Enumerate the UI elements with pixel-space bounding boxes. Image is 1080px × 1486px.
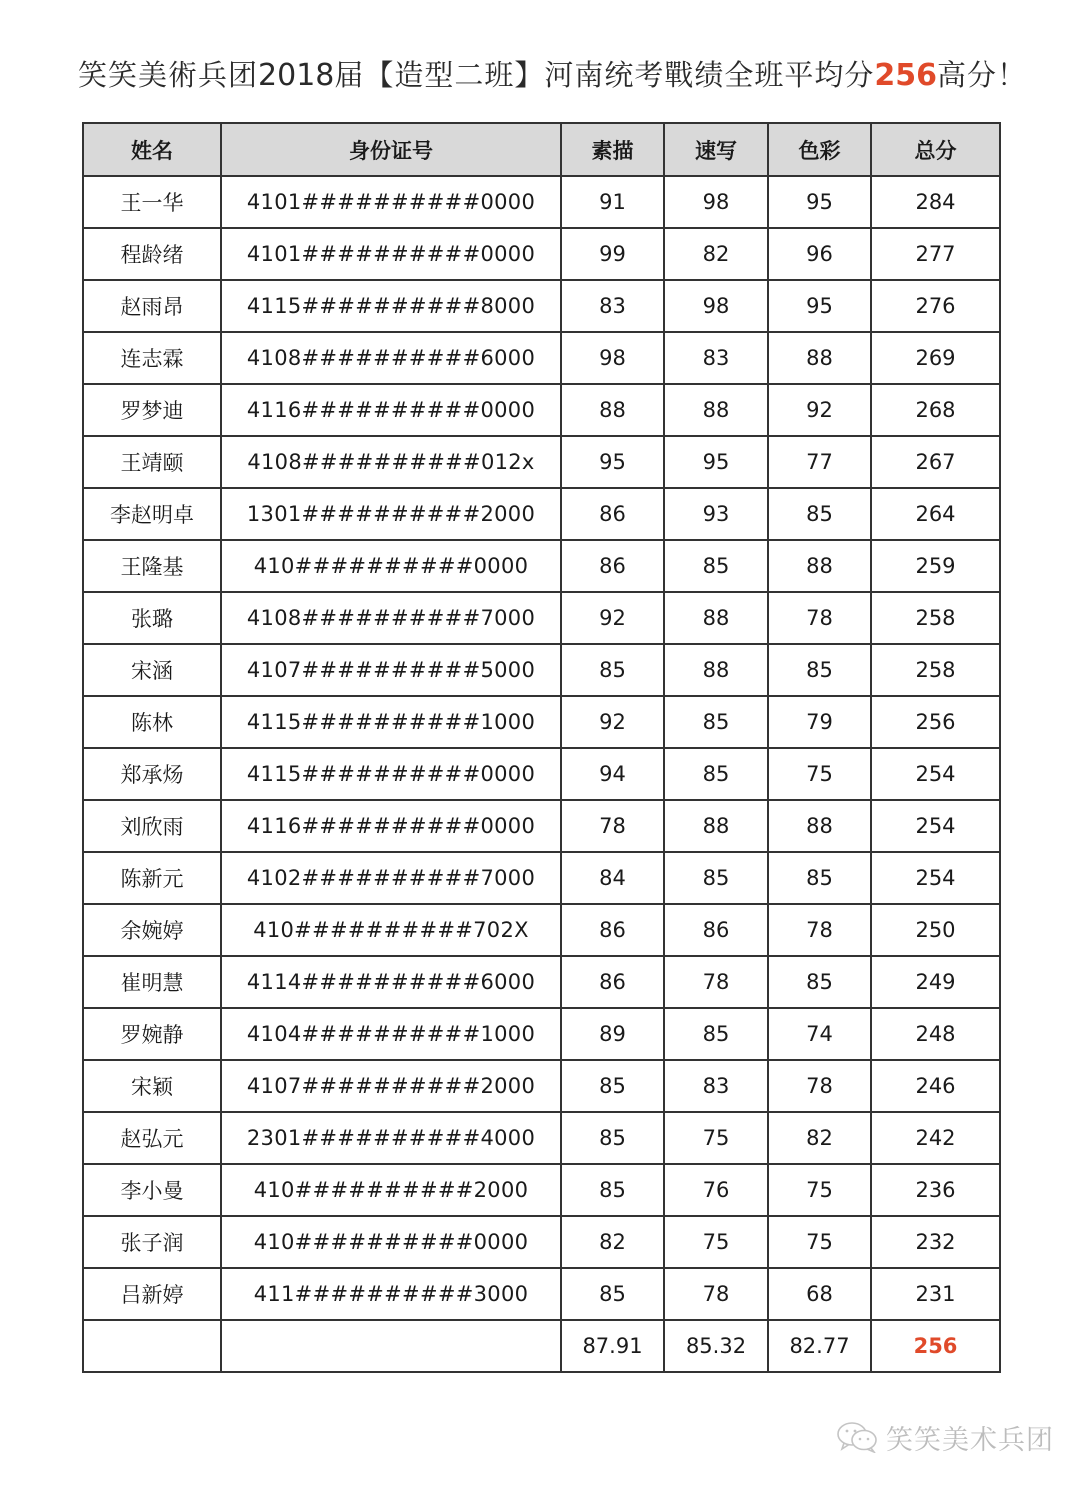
cell-total: 258 <box>871 644 1000 696</box>
cell-sketch: 84 <box>561 852 664 904</box>
cell-quick-sketch: 98 <box>664 176 768 228</box>
cell-total: 264 <box>871 488 1000 540</box>
cell-sketch: 95 <box>561 436 664 488</box>
table-body <box>83 176 1000 1320</box>
cell-quick-sketch: 83 <box>664 1060 768 1112</box>
cell-sketch: 83 <box>561 280 664 332</box>
cell-color: 78 <box>768 904 871 956</box>
table-row <box>83 644 1000 696</box>
cell-id-number: 4115##########8000 <box>221 280 561 332</box>
cell-id-number: 4114##########6000 <box>221 956 561 1008</box>
cell-color: 77 <box>768 436 871 488</box>
cell-name: 程龄绪 <box>83 228 221 280</box>
cell-sketch: 92 <box>561 592 664 644</box>
cell-quick-sketch: 83 <box>664 332 768 384</box>
cell-color: 95 <box>768 280 871 332</box>
cell-color: 78 <box>768 592 871 644</box>
cell-quick-sketch: 75 <box>664 1216 768 1268</box>
cell-name: 刘欣雨 <box>83 800 221 852</box>
cell-sketch: 99 <box>561 228 664 280</box>
cell-sketch: 91 <box>561 176 664 228</box>
cell-name: 王靖颐 <box>83 436 221 488</box>
cell-color: 88 <box>768 332 871 384</box>
cell-total: 232 <box>871 1216 1000 1268</box>
table-row <box>83 332 1000 384</box>
cell-id-number: 4115##########0000 <box>221 748 561 800</box>
cell-sketch: 89 <box>561 1008 664 1060</box>
cell-id-number: 4101##########0000 <box>221 176 561 228</box>
cell-color: 79 <box>768 696 871 748</box>
title-average-score: 256 <box>874 58 938 93</box>
table-row <box>83 1112 1000 1164</box>
cell-name: 宋涵 <box>83 644 221 696</box>
cell-quick-sketch: 95 <box>664 436 768 488</box>
header-color: 色彩 <box>768 123 871 176</box>
cell-quick-sketch: 76 <box>664 1164 768 1216</box>
cell-total: 259 <box>871 540 1000 592</box>
cell-sketch: 85 <box>561 644 664 696</box>
cell-id-number: 4104##########1000 <box>221 1008 561 1060</box>
cell-color: 96 <box>768 228 871 280</box>
cell-total: 254 <box>871 748 1000 800</box>
cell-total: 258 <box>871 592 1000 644</box>
table-row <box>83 228 1000 280</box>
cell-quick-sketch: 78 <box>664 1268 768 1320</box>
cell-name: 李赵明卓 <box>83 488 221 540</box>
cell-name: 郑承炀 <box>83 748 221 800</box>
cell-id-number: 4108##########6000 <box>221 332 561 384</box>
cell-quick-sketch: 86 <box>664 904 768 956</box>
cell-sketch: 92 <box>561 696 664 748</box>
cell-id-number: 4108##########012x <box>221 436 561 488</box>
cell-id-number: 410##########0000 <box>221 540 561 592</box>
table-row <box>83 748 1000 800</box>
cell-name: 余婉婷 <box>83 904 221 956</box>
average-name-cell <box>83 1320 221 1372</box>
cell-id-number: 410##########702X <box>221 904 561 956</box>
cell-color: 75 <box>768 1164 871 1216</box>
table-row <box>83 1164 1000 1216</box>
table-row <box>83 956 1000 1008</box>
cell-color: 95 <box>768 176 871 228</box>
cell-sketch: 86 <box>561 956 664 1008</box>
cell-quick-sketch: 75 <box>664 1112 768 1164</box>
average-quick-sketch: 85.32 <box>664 1320 768 1372</box>
cell-sketch: 86 <box>561 488 664 540</box>
cell-name: 赵雨昂 <box>83 280 221 332</box>
cell-color: 74 <box>768 1008 871 1060</box>
watermark-label: 笑笑美术兵团 <box>886 1424 1054 1456</box>
cell-sketch: 94 <box>561 748 664 800</box>
cell-id-number: 1301##########2000 <box>221 488 561 540</box>
cell-sketch: 85 <box>561 1164 664 1216</box>
cell-quick-sketch: 78 <box>664 956 768 1008</box>
table-row <box>83 696 1000 748</box>
cell-id-number: 4101##########0000 <box>221 228 561 280</box>
cell-color: 85 <box>768 488 871 540</box>
table-row <box>83 592 1000 644</box>
cell-total: 267 <box>871 436 1000 488</box>
table-row <box>83 176 1000 228</box>
cell-id-number: 410##########0000 <box>221 1216 561 1268</box>
cell-id-number: 4107##########2000 <box>221 1060 561 1112</box>
cell-quick-sketch: 85 <box>664 696 768 748</box>
table-header-row <box>83 123 1000 176</box>
cell-total: 248 <box>871 1008 1000 1060</box>
header-quick-sketch: 速写 <box>664 123 768 176</box>
average-color: 82.77 <box>768 1320 871 1372</box>
cell-sketch: 82 <box>561 1216 664 1268</box>
cell-id-number: 411##########3000 <box>221 1268 561 1320</box>
table-row <box>83 1008 1000 1060</box>
average-id-cell <box>221 1320 561 1372</box>
wechat-icon <box>836 1421 880 1453</box>
cell-id-number: 4108##########7000 <box>221 592 561 644</box>
cell-name: 宋颖 <box>83 1060 221 1112</box>
cell-quick-sketch: 85 <box>664 852 768 904</box>
cell-total: 276 <box>871 280 1000 332</box>
cell-quick-sketch: 88 <box>664 592 768 644</box>
cell-total: 231 <box>871 1268 1000 1320</box>
cell-sketch: 86 <box>561 904 664 956</box>
cell-id-number: 410##########2000 <box>221 1164 561 1216</box>
average-total: 256 <box>871 1320 1000 1372</box>
cell-quick-sketch: 93 <box>664 488 768 540</box>
table-row <box>83 1268 1000 1320</box>
cell-id-number: 4116##########0000 <box>221 800 561 852</box>
cell-id-number: 2301##########4000 <box>221 1112 561 1164</box>
cell-sketch: 85 <box>561 1060 664 1112</box>
header-name: 姓名 <box>83 123 221 176</box>
cell-id-number: 4115##########1000 <box>221 696 561 748</box>
cell-color: 85 <box>768 956 871 1008</box>
cell-quick-sketch: 85 <box>664 540 768 592</box>
table-row <box>83 384 1000 436</box>
cell-total: 269 <box>871 332 1000 384</box>
cell-quick-sketch: 98 <box>664 280 768 332</box>
cell-color: 78 <box>768 1060 871 1112</box>
cell-sketch: 98 <box>561 332 664 384</box>
header-sketch: 素描 <box>561 123 664 176</box>
cell-total: 268 <box>871 384 1000 436</box>
page-title <box>78 50 1038 100</box>
title-prefix: 笑笑美術兵团 <box>78 58 259 92</box>
cell-quick-sketch: 85 <box>664 748 768 800</box>
cell-sketch: 88 <box>561 384 664 436</box>
cell-sketch: 78 <box>561 800 664 852</box>
cell-quick-sketch: 82 <box>664 228 768 280</box>
cell-name: 罗婉静 <box>83 1008 221 1060</box>
cell-color: 85 <box>768 644 871 696</box>
cell-name: 张子润 <box>83 1216 221 1268</box>
table-row <box>83 1060 1000 1112</box>
score-table <box>82 122 1001 1373</box>
cell-name: 张璐 <box>83 592 221 644</box>
cell-color: 82 <box>768 1112 871 1164</box>
cell-total: 254 <box>871 800 1000 852</box>
cell-name: 吕新婷 <box>83 1268 221 1320</box>
table-row <box>83 280 1000 332</box>
cell-quick-sketch: 88 <box>664 384 768 436</box>
table-row <box>83 800 1000 852</box>
cell-color: 68 <box>768 1268 871 1320</box>
cell-sketch: 85 <box>561 1268 664 1320</box>
cell-color: 75 <box>768 748 871 800</box>
average-sketch: 87.91 <box>561 1320 664 1372</box>
cell-name: 赵弘元 <box>83 1112 221 1164</box>
cell-sketch: 86 <box>561 540 664 592</box>
cell-name: 崔明慧 <box>83 956 221 1008</box>
cell-name: 陈新元 <box>83 852 221 904</box>
cell-total: 249 <box>871 956 1000 1008</box>
table-row <box>83 904 1000 956</box>
cell-total: 246 <box>871 1060 1000 1112</box>
cell-color: 88 <box>768 800 871 852</box>
header-total: 总分 <box>871 123 1000 176</box>
cell-color: 85 <box>768 852 871 904</box>
cell-name: 罗梦迪 <box>83 384 221 436</box>
cell-quick-sketch: 88 <box>664 800 768 852</box>
title-suffix: 高分！ <box>937 58 1028 92</box>
cell-id-number: 4107##########5000 <box>221 644 561 696</box>
watermark <box>836 1418 1054 1456</box>
cell-name: 王隆基 <box>83 540 221 592</box>
cell-id-number: 4116##########0000 <box>221 384 561 436</box>
cell-total: 284 <box>871 176 1000 228</box>
header-id-number: 身份证号 <box>221 123 561 176</box>
cell-total: 250 <box>871 904 1000 956</box>
table-row <box>83 436 1000 488</box>
table-row <box>83 488 1000 540</box>
table-row <box>83 540 1000 592</box>
table-row <box>83 852 1000 904</box>
cell-id-number: 4102##########7000 <box>221 852 561 904</box>
cell-total: 277 <box>871 228 1000 280</box>
table-row <box>83 1216 1000 1268</box>
cell-name: 李小曼 <box>83 1164 221 1216</box>
cell-name: 王一华 <box>83 176 221 228</box>
cell-total: 256 <box>871 696 1000 748</box>
cell-total: 236 <box>871 1164 1000 1216</box>
average-row <box>83 1320 1000 1372</box>
cell-color: 75 <box>768 1216 871 1268</box>
cell-quick-sketch: 88 <box>664 644 768 696</box>
cell-name: 陈林 <box>83 696 221 748</box>
cell-total: 254 <box>871 852 1000 904</box>
cell-total: 242 <box>871 1112 1000 1164</box>
cell-quick-sketch: 85 <box>664 1008 768 1060</box>
cell-color: 88 <box>768 540 871 592</box>
cell-color: 92 <box>768 384 871 436</box>
title-year: 2018 <box>258 58 335 93</box>
title-middle: 届【造型二班】河南统考戰绩全班平均分 <box>334 58 875 92</box>
cell-name: 连志霖 <box>83 332 221 384</box>
cell-sketch: 85 <box>561 1112 664 1164</box>
